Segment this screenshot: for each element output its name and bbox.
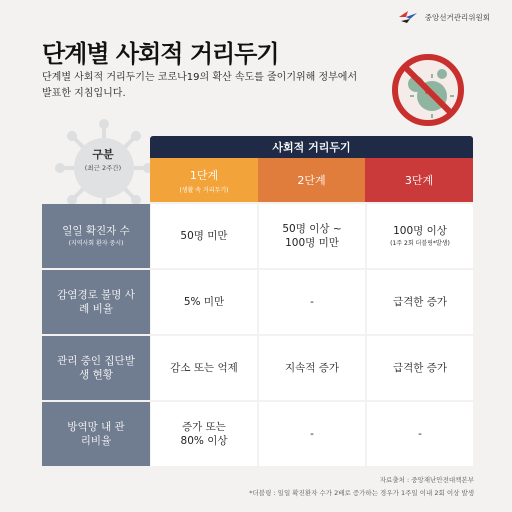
cell-value: - bbox=[310, 296, 314, 308]
table-cell bbox=[367, 336, 473, 400]
row-label: 감염경로 불명 사례 비율 bbox=[57, 289, 135, 315]
table-cell bbox=[259, 270, 365, 334]
stage-1-note: (생활 속 거리두기) bbox=[179, 186, 229, 194]
cell-value: 급격한 증가 bbox=[392, 362, 448, 374]
table-cell bbox=[367, 402, 473, 466]
table-cell bbox=[367, 204, 473, 268]
row-header-tracing-ratio bbox=[42, 402, 150, 466]
table-cell bbox=[259, 336, 365, 400]
table-cell bbox=[151, 402, 257, 466]
table-corner bbox=[78, 146, 128, 172]
row-header-cluster-status bbox=[42, 336, 150, 400]
row-label: 관리 중인 집단발생 현황 bbox=[57, 355, 135, 381]
source-note: 자료출처 : 중앙재난안전대책본부 bbox=[379, 476, 474, 484]
cell-value: 100명 이상 bbox=[393, 225, 447, 237]
nec-logo bbox=[397, 9, 490, 25]
cell-value: - bbox=[310, 428, 314, 440]
stage-2-header bbox=[258, 158, 365, 202]
row-label: 방역망 내 관리비율 bbox=[67, 421, 125, 447]
footnote: *더블링 : 일일 확진환자 수가 2배로 증가하는 경우가 1주일 이내 2회 이상 발생 bbox=[249, 489, 474, 497]
row-label: 일일 확진자 수 bbox=[62, 225, 130, 237]
group-header: 사회적 거리두기 bbox=[150, 136, 473, 158]
cell-value: 50명 미만 bbox=[180, 230, 228, 242]
logo-text: 중앙선거관리위원회 bbox=[424, 12, 490, 22]
corner-note: (최근 2주간) bbox=[84, 164, 122, 172]
cell-value: 50명 이상 ~ 100명 미만 bbox=[282, 223, 342, 249]
cell-value: 감소 또는 억제 bbox=[170, 362, 238, 374]
table-cell bbox=[151, 336, 257, 400]
table-cell bbox=[259, 204, 365, 268]
nec-logo-icon bbox=[397, 9, 421, 25]
table-cell bbox=[151, 204, 257, 268]
cell-note: (1주 2회 더블링*발생) bbox=[390, 240, 450, 247]
cell-value: - bbox=[418, 428, 422, 440]
stage-1-name: 1단계 bbox=[189, 168, 219, 182]
row-header-daily-cases bbox=[42, 204, 150, 268]
cell-value: 지속적 증가 bbox=[284, 362, 340, 374]
row-label-note: (지역사회 환자 중시) bbox=[68, 240, 124, 247]
table-cell bbox=[259, 402, 365, 466]
cell-value: 급격한 증가 bbox=[392, 296, 448, 308]
cell-value: 증가 또는 80% 이상 bbox=[180, 421, 228, 447]
stage-3-header bbox=[365, 158, 473, 202]
table-cell bbox=[367, 270, 473, 334]
stage-1-header bbox=[150, 158, 258, 202]
cell-value: 5% 미만 bbox=[183, 296, 225, 308]
stage-3-name: 3단계 bbox=[404, 174, 434, 187]
page-title: 단계별 사회적 거리두기 bbox=[42, 40, 279, 68]
page-subtitle: 단계별 사회적 거리두기는 코로나19의 확산 속도를 줄이기위해 정부에서 발표한 지침입니다. bbox=[42, 72, 358, 99]
row-header-unknown-route bbox=[42, 270, 150, 334]
stage-2-name: 2단계 bbox=[297, 174, 326, 187]
virus-prohibited-icon bbox=[386, 48, 470, 132]
table-cell bbox=[151, 270, 257, 334]
corner-label: 구분 bbox=[92, 148, 114, 161]
